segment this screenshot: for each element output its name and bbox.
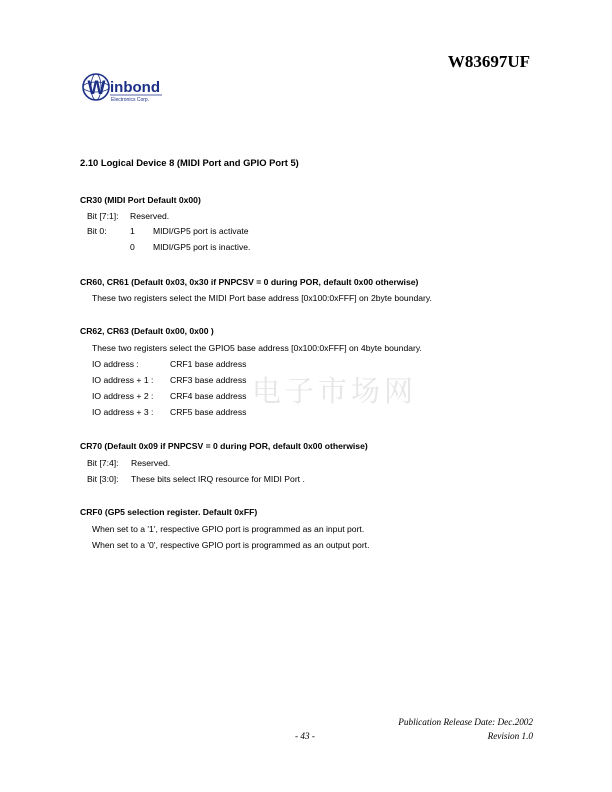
cr30-opt1-value: 1 — [130, 226, 135, 236]
io-address-label: IO address + 3 : — [92, 407, 154, 417]
cr70-bit30-desc: These bits select IRQ resource for MIDI Port . — [131, 474, 305, 484]
release-date: Publication Release Date: Dec.2002 — [398, 717, 533, 727]
cr30-bit0-label: Bit 0: — [87, 226, 107, 236]
svg-text:Electronics Corp.: Electronics Corp. — [111, 97, 150, 103]
cr70-bit30-label: Bit [3:0]: — [87, 474, 119, 484]
cr70-bit74-label: Bit [7:4]: — [87, 458, 119, 468]
page-number: - 43 - — [295, 731, 315, 741]
cr30-opt0-desc: MIDI/GP5 port is inactive. — [153, 242, 251, 252]
io-address-value: CRF1 base address — [170, 359, 247, 369]
crf0-heading: CRF0 (GP5 selection register. Default 0xFF) — [80, 507, 258, 517]
svg-text:W: W — [87, 78, 106, 99]
cr62-desc: These two registers select the GPIO5 base address [0x100:0xFFF] on 4byte boundary. — [92, 343, 422, 353]
io-address-value: CRF3 base address — [170, 375, 247, 385]
cr30-heading: CR30 (MIDI Port Default 0x00) — [80, 195, 201, 205]
io-address-label: IO address + 1 : — [92, 375, 154, 385]
io-address-label: IO address + 2 : — [92, 391, 154, 401]
crf0-line2: When set to a '0', respective GPIO port is programmed as an output port. — [92, 540, 370, 550]
section-title: 2.10 Logical Device 8 (MIDI Port and GPIO Port 5) — [80, 157, 299, 168]
cr70-bit74-desc: Reserved. — [131, 458, 171, 468]
cr30-bit71-desc: Reserved. — [130, 211, 170, 221]
cr60-heading: CR60, CR61 (Default 0x03, 0x30 if PNPCSV = 0 during POR, default 0x00 otherwise) — [80, 277, 419, 287]
cr30-opt1-desc: MIDI/GP5 port is activate — [153, 226, 249, 236]
cr30-opt0-value: 0 — [130, 242, 135, 252]
io-address-value: CRF5 base address — [170, 407, 247, 417]
io-address-label: IO address : — [92, 359, 139, 369]
cr30-bit71-label: Bit [7:1]: — [87, 211, 119, 221]
winbond-logo — [80, 68, 190, 104]
revision: Revision 1.0 — [487, 731, 533, 741]
crf0-line1: When set to a '1', respective GPIO port is programmed as an input port. — [92, 524, 365, 534]
cr62-heading: CR62, CR63 (Default 0x00, 0x00 ) — [80, 326, 214, 336]
part-number: W83697UF — [447, 52, 530, 71]
cr60-desc: These two registers select the MIDI Port base address [0x100:0xFFF] on 2byte boundary. — [92, 293, 432, 303]
watermark: 电子市场网 — [252, 374, 418, 408]
svg-text:inbond: inbond — [110, 79, 160, 96]
io-address-value: CRF4 base address — [170, 391, 247, 401]
cr70-heading: CR70 (Default 0x09 if PNPCSV = 0 during POR, default 0x00 otherwise) — [80, 441, 368, 451]
